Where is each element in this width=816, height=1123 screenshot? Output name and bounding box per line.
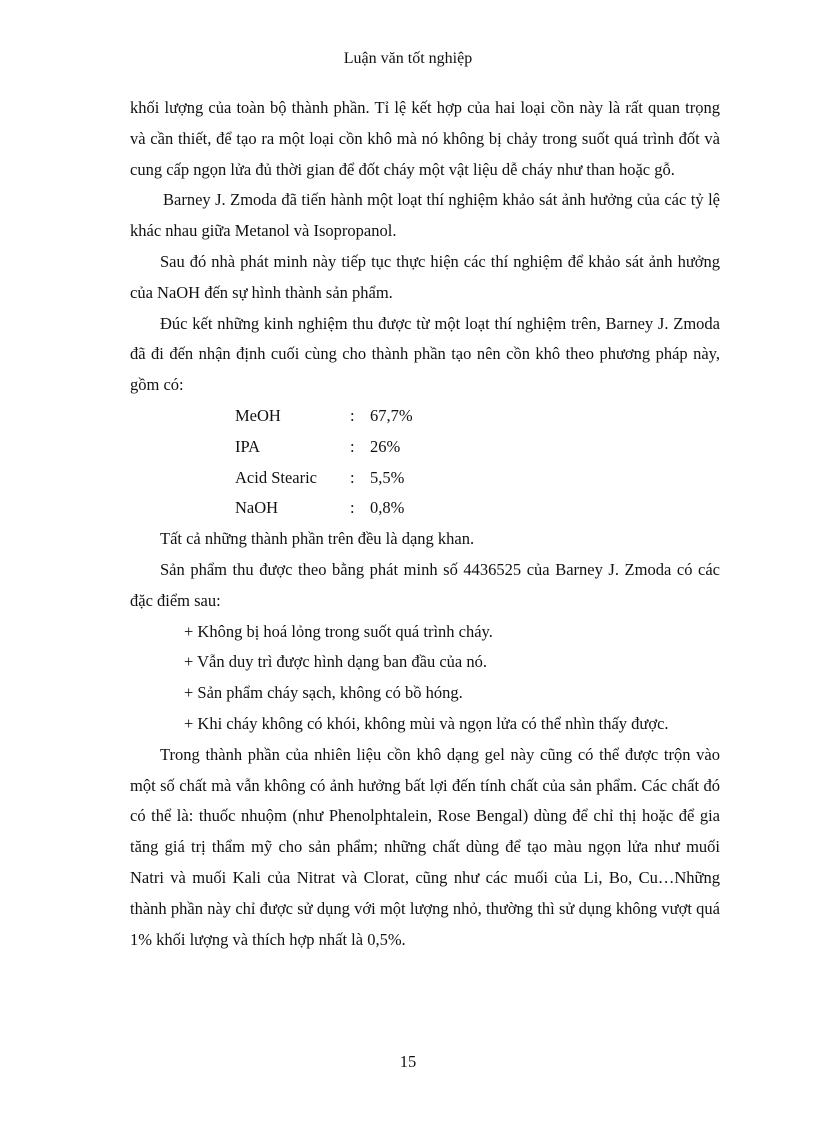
composition-name: Acid Stearic [235,467,318,487]
composition-value: 0,8% [370,498,405,518]
page-number: 15 [399,1052,417,1071]
composition-row [235,493,720,524]
paragraph-conclusion: Đúc kết những kinh nghiệm thu được từ một loạt thí nghiệm trên, Barney J. Zmoda đã đi đến nhận định cuối cùng cho thành phần tạo nên cồn khô theo phương pháp này, gồm có: [130,313,720,395]
list-item: + Không bị hoá lỏng trong suốt quá trình cháy. [184,621,493,641]
composition-value: 5,5% [370,467,405,487]
list-item: + Khi cháy không có khói, không mùi và ngọn lửa có thể nhìn thấy được. [184,713,669,733]
list-item: + Sản phẩm cháy sạch, không có bồ hóng. [184,683,463,703]
paragraph-experiments: Barney J. Zmoda đã tiến hành một loạt thí nghiệm khảo sát ảnh hưởng của các tỷ lệ khác nhau giữa Metanol và Isopropanol. [130,190,720,241]
paragraph-continuation: khối lượng của toàn bộ thành phần. Tỉ lệ kết hợp của hai loại cồn này là rất quan trọng và cần thiết, để tạo ra một loại cồn khô mà nó không bị chảy trong suốt quá trình đốt và cung cấp ngọn lửa đủ thời gian để đốt cháy một vật liệu dễ cháy như than hoặc gỗ. [130,98,720,179]
composition-value: 67,7% [370,405,413,425]
running-header: Luận văn tốt nghiệp [343,50,473,67]
list-item: + Vẫn duy trì được hình dạng ban đầu của nó. [184,652,487,672]
paragraph-anhydrous: Tất cả những thành phần trên đều là dạng khan. [160,529,475,549]
composition-name: IPA [235,436,261,456]
feature-list [130,617,720,740]
composition-row [235,432,720,463]
composition-colon: : [350,405,355,425]
composition-name: MeOH [235,405,281,425]
composition-row [235,401,720,432]
composition-name: NaOH [235,498,279,518]
composition-list [130,401,720,524]
paragraph-patent: Sản phẩm thu được theo bằng phát minh số 4436525 của Barney J. Zmoda có các đặc điểm sau: [130,559,720,610]
composition-colon: : [350,498,355,518]
composition-colon: : [350,467,355,487]
composition-colon: : [350,436,355,456]
composition-value: 26% [370,436,401,456]
composition-row [235,463,720,494]
paragraph-additives: Trong thành phần của nhiên liệu cồn khô dạng gel này cũng có thể được trộn vào một số chất mà vẫn không có ảnh hưởng bất lợi đến tính chất của sản phẩm. Các chất đó có thể là: thuốc nhuộm (như Phenolphtalein, Rose Bengal) dùng để chỉ thị hoặc để gia tăng giá trị thẩm mỹ cho sản phẩm; những chất dùng để tạo màu ngọn lửa như muối Natri và muối Kali của Nitrat và Clorat, cũng như các muối của Li, Bo, Cu…Những thành phần này chỉ được sử dụng với một lượng nhỏ, thường thì sử dụng không vượt quá 1% khối lượng và thích hợp nhất là 0,5%. [130,744,720,949]
paragraph-naoh: Sau đó nhà phát minh này tiếp tục thực hiện các thí nghiệm để khảo sát ảnh hưởng của NaOH đến sự hình thành sản phẩm. [130,251,720,302]
page-body [130,93,720,955]
